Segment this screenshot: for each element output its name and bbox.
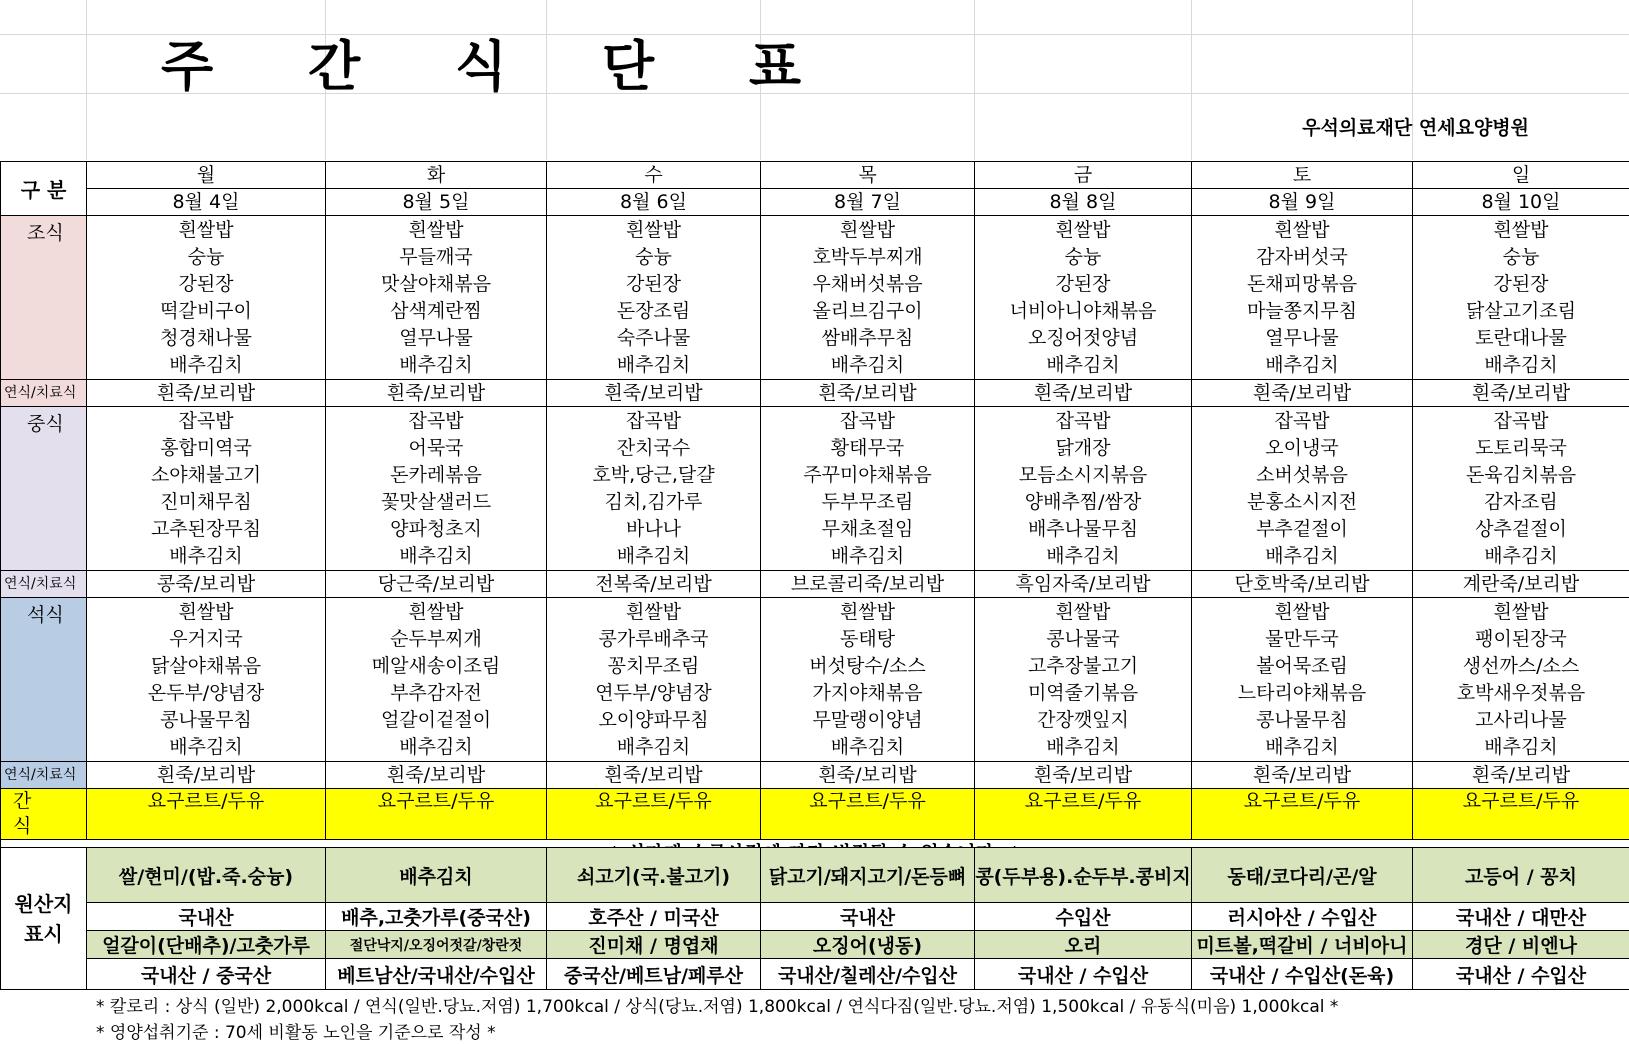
menu-item: 꽃맛살샐러드 [380, 491, 492, 513]
breakfast-menu-cell [326, 216, 547, 380]
menu-item: 돈채피망볶음 [1246, 273, 1358, 295]
menu-item: 바나나 [625, 518, 682, 540]
origin-label-line1: 원산지 [14, 891, 73, 916]
origin-row [1, 959, 1629, 990]
origin-country-cell: 베트남산/국내산/수입산 [326, 959, 547, 990]
origin-food-cell: 오징어(냉동) [761, 931, 975, 959]
menu-item: 잡곡밥 [1055, 410, 1111, 432]
menu-item: 올리브김구이 [812, 300, 923, 322]
soft-diet-cell: 흰죽/보리밥 [87, 380, 326, 407]
lunch-menu-cell [1192, 407, 1413, 571]
soft-diet-cell: 흰죽/보리밥 [547, 762, 761, 789]
menu-item: 배추김치 [1484, 354, 1558, 376]
lunch-menu-cell [326, 407, 547, 571]
dinner-menu-cell [975, 598, 1192, 762]
menu-item: 닭살고기조림 [1465, 300, 1577, 322]
menu-item: 돈육김치볶음 [1465, 464, 1577, 486]
breakfast-label: 조식 [1, 216, 87, 380]
calorie-note: * 칼로리 : 상식 (일반) 2,000kcal / 연식(일반.당뇨.저염) 1,700kcal / 상식(당뇨.저염) 1,800kcal / 연식다짐(일반.당뇨.저염) 1,500kcal / 유동식(미음) 1,000kcal * [96, 997, 1339, 1017]
origin-food-cell: 닭고기/돼지고기/돈등뼈 [761, 848, 975, 903]
origin-country-cell: 국내산 / 수입산 [975, 959, 1192, 990]
menu-item: 홍합미역국 [160, 437, 252, 459]
soft-diet-label: 연식/치료식 [1, 762, 87, 789]
menu-item: 흰쌀밥 [625, 219, 682, 241]
menu-item: 분홍소시지전 [1246, 491, 1358, 513]
menu-item: 숭늉 [187, 246, 225, 268]
menu-item: 흰쌀밥 [178, 219, 234, 241]
dinner-menu-cell [547, 598, 761, 762]
origin-food-cell: 고등어 / 꽁치 [1413, 848, 1629, 903]
menu-item: 배추김치 [1484, 736, 1558, 758]
menu-item: 주꾸미야채볶음 [803, 464, 932, 486]
menu-item: 강된장 [1493, 273, 1549, 295]
day-name: 월 [87, 162, 326, 189]
day-name: 화 [326, 162, 547, 189]
menu-item: 김치,김가루 [604, 491, 703, 513]
menu-item: 너비아니야채볶음 [1009, 300, 1157, 322]
menu-item: 오징어젓양념 [1027, 327, 1139, 349]
menu-item: 배추김치 [399, 545, 473, 567]
menu-item: 흰쌀밥 [1274, 601, 1330, 623]
page-title: 주 간 식 단 표 [160, 35, 840, 98]
origin-label [1, 848, 87, 990]
menu-item: 마늘쫑지무침 [1246, 300, 1358, 322]
menu-item: 팽이된장국 [1475, 628, 1567, 650]
soft-diet-label: 연식/치료식 [1, 380, 87, 407]
origin-country-cell: 국내산 / 중국산 [87, 959, 326, 990]
origin-food-cell: 배추김치 [326, 848, 547, 903]
breakfast-menu-cell [1192, 216, 1413, 380]
menu-item: 쌈배추무침 [821, 327, 914, 349]
origin-food-cell: 콩(두부용).순두부.콩비지 [975, 848, 1192, 903]
menu-item: 고추된장무침 [150, 518, 262, 540]
menu-item: 무말랭이양념 [812, 709, 923, 731]
menu-item: 느타리야채볶음 [1237, 682, 1367, 704]
origin-food-cell: 쇠고기(국.불고기) [547, 848, 761, 903]
dinner-menu-cell [1192, 598, 1413, 762]
weekly-menu-table [0, 161, 1629, 869]
menu-item: 무들깨국 [399, 246, 473, 268]
menu-item: 열무나물 [399, 327, 473, 349]
menu-item: 얼갈이겉절이 [380, 709, 492, 731]
menu-item: 흰쌀밥 [839, 601, 896, 623]
menu-item: 닭살야채볶음 [150, 655, 262, 677]
menu-item: 오이양파무침 [598, 709, 709, 731]
snack-cell: 요구르트/두유 [326, 789, 547, 840]
menu-item: 흰쌀밥 [1055, 219, 1111, 241]
soft-diet-cell: 흰죽/보리밥 [87, 762, 326, 789]
origin-country-cell: 국내산 / 수입산(돈육) [1192, 959, 1413, 990]
menu-item: 호박새우젓볶음 [1456, 682, 1586, 704]
menu-item: 흰쌀밥 [178, 601, 234, 623]
dinner-menu-cell [87, 598, 326, 762]
menu-item: 간장깻잎지 [1037, 709, 1129, 731]
menu-item: 잡곡밥 [625, 410, 682, 432]
origin-food-cell: 쌀/현미/(밥.죽.숭늉) [87, 848, 326, 903]
day-name: 목 [761, 162, 975, 189]
menu-item: 잡곡밥 [1274, 410, 1330, 432]
menu-item: 강된장 [178, 273, 234, 295]
menu-item: 배추김치 [616, 736, 691, 758]
menu-item: 콩가루배추국 [598, 628, 709, 650]
origin-food-cell: 경단 / 비엔나 [1413, 931, 1629, 959]
menu-item: 양파청초지 [390, 518, 482, 540]
origin-country-cell: 중국산/베트남/페루산 [547, 959, 761, 990]
menu-item: 진미채무침 [160, 491, 252, 513]
breakfast-soft-diet-row [1, 380, 1629, 407]
origin-food-cell: 동태/코다리/곤/알 [1192, 848, 1413, 903]
breakfast-menu-cell [761, 216, 975, 380]
menu-item: 돈카레볶음 [390, 464, 482, 486]
menu-item: 토란대나물 [1475, 327, 1567, 349]
date-cell: 8월 6일 [547, 189, 761, 216]
soft-diet-cell: 흰죽/보리밥 [326, 762, 547, 789]
menu-item: 양배추찜/쌈장 [1024, 491, 1142, 513]
menu-item: 부추겉절이 [1256, 518, 1348, 540]
menu-item: 배추김치 [1046, 545, 1120, 567]
soft-diet-cell: 흰죽/보리밥 [1192, 762, 1413, 789]
menu-item: 숭늉 [1502, 246, 1540, 268]
nutrition-note: * 영양섭취기준 : 70세 비활동 노인을 기준으로 작성 * [96, 1023, 496, 1043]
date-cell: 8월 5일 [326, 189, 547, 216]
menu-item: 배추김치 [1046, 736, 1120, 758]
menu-item: 잡곡밥 [408, 410, 464, 432]
menu-item: 감자버섯국 [1256, 246, 1348, 268]
soft-diet-cell: 흰죽/보리밥 [326, 380, 547, 407]
snack-cell: 요구르트/두유 [1192, 789, 1413, 840]
menu-item: 맛살야채볶음 [380, 273, 492, 295]
dinner-soft-diet-row [1, 762, 1629, 789]
snack-cell: 요구르트/두유 [1413, 789, 1629, 840]
menu-item: 청경채나물 [160, 327, 252, 349]
menu-item: 감자조림 [1484, 491, 1558, 513]
origin-food-cell: 진미채 / 명엽채 [547, 931, 761, 959]
lunch-row [1, 407, 1629, 571]
hospital-name: 우석의료재단 연세요양병원 [1302, 117, 1529, 139]
menu-item: 잡곡밥 [839, 410, 896, 432]
menu-item: 두부무조림 [821, 491, 914, 513]
menu-item: 황태무국 [830, 437, 905, 459]
menu-item: 잡곡밥 [178, 410, 234, 432]
origin-table [0, 847, 1629, 990]
origin-row [1, 903, 1629, 931]
menu-item: 배추김치 [1265, 736, 1339, 758]
menu-item: 배추김치 [1265, 354, 1339, 376]
menu-item: 우채버섯볶음 [812, 273, 923, 295]
menu-item: 순두부찌개 [390, 628, 482, 650]
origin-food-cell: 절단낙지/오징어젓갈/창란젓 [326, 931, 547, 959]
menu-item: 상추겉절이 [1475, 518, 1567, 540]
soft-diet-cell: 당근죽/보리밥 [326, 571, 547, 598]
soft-diet-cell: 브로콜리죽/보리밥 [761, 571, 975, 598]
origin-food-cell: 미트볼,떡갈비 / 너비아니 [1192, 931, 1413, 959]
menu-item: 물만두국 [1265, 628, 1339, 650]
lunch-menu-cell [87, 407, 326, 571]
menu-item: 돈장조림 [616, 300, 691, 322]
menu-item: 숭늉 [635, 246, 672, 268]
dinner-row [1, 598, 1629, 762]
date-cell: 8월 10일 [1413, 189, 1629, 216]
soft-diet-cell: 단호박죽/보리밥 [1192, 571, 1413, 598]
menu-item: 배추김치 [830, 354, 905, 376]
lunch-menu-cell [975, 407, 1192, 571]
date-cell: 8월 7일 [761, 189, 975, 216]
soft-diet-cell: 흰죽/보리밥 [1192, 380, 1413, 407]
origin-food-cell: 얼갈이(단배추)/고춧가루 [87, 931, 326, 959]
origin-country-cell: 국내산 [87, 903, 326, 931]
soft-diet-cell: 흑임자죽/보리밥 [975, 571, 1192, 598]
menu-item: 흰쌀밥 [1055, 601, 1111, 623]
origin-country-cell: 국내산 / 대만산 [1413, 903, 1629, 931]
menu-item: 강된장 [1055, 273, 1111, 295]
menu-item: 배추김치 [616, 545, 691, 567]
menu-item: 잡곡밥 [1493, 410, 1549, 432]
soft-diet-cell: 흰죽/보리밥 [1413, 380, 1629, 407]
origin-country-cell: 국내산/칠레산/수입산 [761, 959, 975, 990]
menu-item: 콩나물무침 [160, 709, 252, 731]
lunch-menu-cell [1413, 407, 1629, 571]
soft-diet-cell: 흰죽/보리밥 [1413, 762, 1629, 789]
menu-item: 가지야채볶음 [812, 682, 923, 704]
menu-item: 고추장불고기 [1027, 655, 1139, 677]
menu-item: 열무나물 [1265, 327, 1339, 349]
breakfast-menu-cell [547, 216, 761, 380]
origin-label-line2: 표시 [24, 921, 63, 946]
dinner-label: 석식 [1, 598, 87, 762]
menu-item: 부추감자전 [390, 682, 482, 704]
menu-item: 배추김치 [169, 354, 243, 376]
date-cell: 8월 4일 [87, 189, 326, 216]
menu-item: 볼어묵조림 [1256, 655, 1348, 677]
menu-item: 삼색계란찜 [390, 300, 482, 322]
menu-item: 배추김치 [1484, 545, 1558, 567]
menu-item: 호박두부찌개 [812, 246, 923, 268]
menu-item: 배추김치 [399, 354, 473, 376]
origin-country-cell: 수입산 [975, 903, 1192, 931]
menu-item: 꽁치무조림 [607, 655, 700, 677]
origin-country-cell: 국내산 / 수입산 [1413, 959, 1629, 990]
menu-item: 생선까스/소스 [1462, 655, 1580, 677]
day-name: 토 [1192, 162, 1413, 189]
menu-item: 강된장 [625, 273, 682, 295]
menu-item: 배추김치 [616, 354, 691, 376]
menu-item: 오이냉국 [1265, 437, 1339, 459]
breakfast-menu-cell [87, 216, 326, 380]
menu-item: 흰쌀밥 [408, 601, 464, 623]
menu-item: 숙주나물 [616, 327, 691, 349]
breakfast-row [1, 216, 1629, 380]
menu-item: 동태탕 [839, 628, 896, 650]
soft-diet-cell: 콩죽/보리밥 [87, 571, 326, 598]
menu-item: 흰쌀밥 [1493, 601, 1549, 623]
date-cell: 8월 9일 [1192, 189, 1413, 216]
menu-item: 배추김치 [169, 736, 243, 758]
origin-country-cell: 러시아산 / 수입산 [1192, 903, 1413, 931]
category-header: 구 분 [1, 162, 87, 216]
snack-cell: 요구르트/두유 [547, 789, 761, 840]
lunch-menu-cell [761, 407, 975, 571]
origin-country-cell: 호주산 / 미국산 [547, 903, 761, 931]
origin-food-cell: 오리 [975, 931, 1192, 959]
snack-row [1, 789, 1629, 840]
menu-item: 배추김치 [1265, 545, 1339, 567]
lunch-label: 중식 [1, 407, 87, 571]
soft-diet-cell: 계란죽/보리밥 [1413, 571, 1629, 598]
menu-item: 배추김치 [1046, 354, 1120, 376]
menu-item: 배추김치 [169, 545, 243, 567]
origin-row [1, 848, 1629, 903]
snack-cell: 요구르트/두유 [87, 789, 326, 840]
menu-item: 흰쌀밥 [625, 601, 682, 623]
breakfast-menu-cell [975, 216, 1192, 380]
menu-item: 온두부/양념장 [147, 682, 265, 704]
origin-row [1, 931, 1629, 959]
dinner-menu-cell [761, 598, 975, 762]
menu-item: 무채초절임 [821, 518, 914, 540]
soft-diet-cell: 흰죽/보리밥 [761, 380, 975, 407]
origin-country-cell: 국내산 [761, 903, 975, 931]
menu-item: 숭늉 [1064, 246, 1102, 268]
menu-item: 어묵국 [408, 437, 464, 459]
date-row [1, 189, 1629, 216]
breakfast-menu-cell [1413, 216, 1629, 380]
menu-item: 우거지국 [169, 628, 243, 650]
soft-diet-cell: 흰죽/보리밥 [761, 762, 975, 789]
dinner-menu-cell [326, 598, 547, 762]
dinner-menu-cell [1413, 598, 1629, 762]
menu-item: 배추나물무침 [1027, 518, 1139, 540]
snack-cell: 요구르트/두유 [761, 789, 975, 840]
menu-item: 콩나물무침 [1256, 709, 1348, 731]
menu-item: 고사리나물 [1475, 709, 1567, 731]
lunch-soft-diet-row [1, 571, 1629, 598]
menu-item: 연두부/양념장 [595, 682, 712, 704]
menu-item: 콩나물국 [1046, 628, 1120, 650]
snack-label: 간 식 [1, 789, 87, 840]
menu-item: 배추김치 [830, 545, 905, 567]
day-name: 수 [547, 162, 761, 189]
day-name: 일 [1413, 162, 1629, 189]
date-cell: 8월 8일 [975, 189, 1192, 216]
menu-item: 흰쌀밥 [839, 219, 896, 241]
day-row [1, 162, 1629, 189]
menu-item: 배추김치 [830, 736, 905, 758]
soft-diet-cell: 흰죽/보리밥 [547, 380, 761, 407]
menu-item: 떡갈비구이 [160, 300, 252, 322]
menu-item: 메알새송이조림 [371, 655, 501, 677]
menu-item: 모듬소시지볶음 [1018, 464, 1148, 486]
menu-item: 흰쌀밥 [1493, 219, 1549, 241]
day-name: 금 [975, 162, 1192, 189]
menu-item: 호박,당근,달걀 [592, 464, 715, 486]
snack-cell: 요구르트/두유 [975, 789, 1192, 840]
lunch-menu-cell [547, 407, 761, 571]
soft-diet-label: 연식/치료식 [1, 571, 87, 598]
menu-item: 버섯탕수/소스 [809, 655, 926, 677]
menu-item: 흰쌀밥 [1274, 219, 1330, 241]
soft-diet-cell: 흰죽/보리밥 [975, 762, 1192, 789]
menu-item: 미역줄기볶음 [1027, 682, 1139, 704]
origin-country-cell: 배추,고춧가루(중국산) [326, 903, 547, 931]
menu-item: 닭개장 [1055, 437, 1111, 459]
menu-item: 잔치국수 [616, 437, 691, 459]
menu-item: 소야채불고기 [150, 464, 262, 486]
menu-item: 흰쌀밥 [408, 219, 464, 241]
soft-diet-cell: 흰죽/보리밥 [975, 380, 1192, 407]
menu-item: 소버섯볶음 [1256, 464, 1348, 486]
menu-item: 배추김치 [399, 736, 473, 758]
menu-item: 도토리묵국 [1475, 437, 1567, 459]
soft-diet-cell: 전복죽/보리밥 [547, 571, 761, 598]
